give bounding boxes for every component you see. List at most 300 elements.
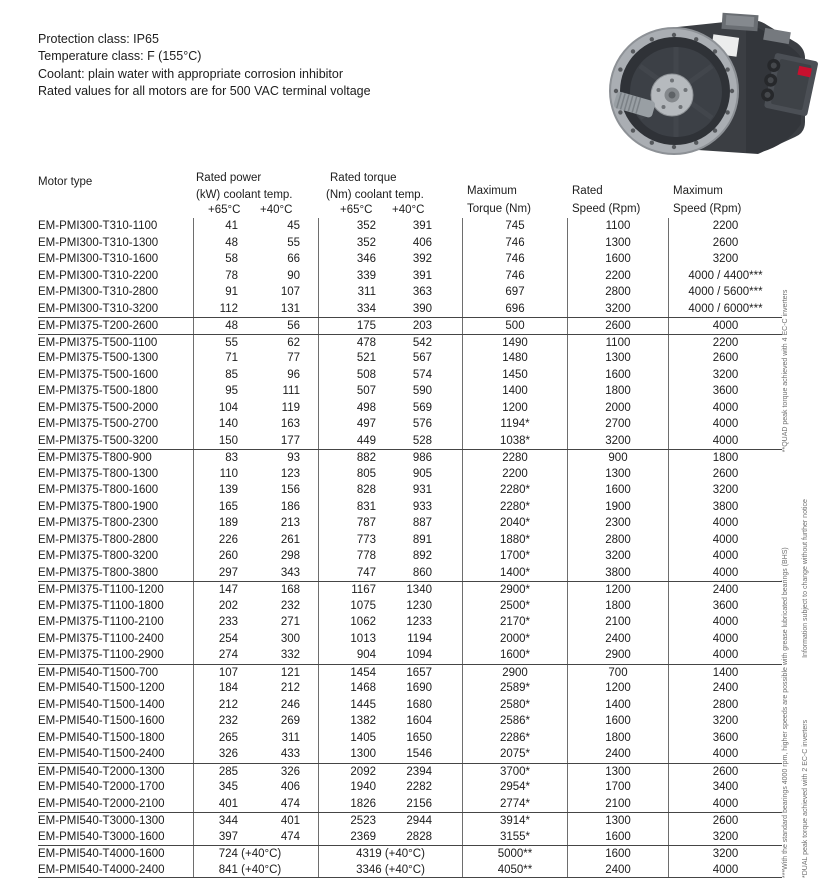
power-65-cell: 107 — [193, 665, 243, 681]
torque-40-cell: 2156 — [406, 797, 432, 810]
table-row — [38, 400, 782, 417]
rated-speed-cell: 2300 — [567, 515, 668, 532]
torque-40-cell: 574 — [412, 368, 432, 381]
motor-type-cell: EM-PMI375-T500-1300 — [38, 352, 159, 364]
torque-65-cell: 352 — [318, 218, 380, 235]
max-speed-cell: 4000 — [668, 416, 782, 433]
torque-40-cell: 391 — [412, 220, 432, 232]
power-65-cell: 397 — [193, 829, 243, 846]
table-row — [38, 796, 782, 813]
torque-65-cell: 1405 — [318, 730, 380, 747]
torque-65-cell: 1454 — [318, 665, 380, 681]
torque-40-cell: 1690 — [406, 682, 432, 694]
max-speed-cell: 4000 / 6000*** — [668, 301, 782, 318]
max-torque-cell: 1880* — [462, 532, 567, 549]
power-40-cell: 96 — [287, 368, 300, 381]
max-torque-cell: 2200 — [462, 466, 567, 483]
max-torque-cell: 2900 — [462, 665, 567, 681]
rated-speed-cell: 2600 — [567, 318, 668, 334]
table-row — [38, 845, 782, 862]
power-40-cell: 156 — [280, 484, 300, 496]
motor-type-cell: EM-PMI540-T2000-1300 — [38, 765, 165, 778]
torque-40-cell: 891 — [412, 533, 432, 546]
max-torque-cell: 2586* — [462, 713, 567, 730]
rated-speed-cell: 3200 — [567, 548, 668, 565]
max-torque-cell: 1490 — [462, 335, 567, 351]
rated-speed-cell: 2100 — [567, 796, 668, 813]
torque-40-cell: 1546 — [406, 748, 432, 760]
power-65-cell: 401 — [193, 796, 243, 813]
power-65-cell: 71 — [193, 350, 243, 367]
motor-type-cell: EM-PMI375-T1100-2400 — [38, 632, 164, 645]
torque-65-cell: 882 — [318, 450, 380, 466]
max-torque-cell: 2000* — [462, 631, 567, 648]
table-row — [38, 598, 782, 615]
power-65-cell: 165 — [193, 499, 243, 516]
rated-speed-cell: 3200 — [567, 301, 668, 318]
max-torque-cell: 1450 — [462, 367, 567, 384]
max-speed-cell: 1800 — [668, 450, 782, 466]
motor-type-cell: EM-PMI375-T800-2300 — [38, 517, 159, 529]
power-65-cell: 260 — [193, 548, 243, 565]
torque-40-cell: 1094 — [406, 649, 432, 661]
max-torque-cell: 746 — [462, 235, 567, 252]
torque-65-cell: 2523 — [318, 813, 380, 829]
torque-40-cell: 2944 — [406, 815, 432, 827]
max-speed-cell: 4000 — [668, 862, 782, 878]
motor-type-cell: EM-PMI300-T310-1300 — [38, 236, 159, 249]
torque-40-cell: 1680 — [406, 698, 432, 711]
power-40-cell: 62 — [287, 336, 300, 349]
motor-type-cell: EM-PMI300-T310-2200 — [38, 269, 159, 282]
power-40-cell: 45 — [287, 220, 300, 232]
rated-speed-cell: 2400 — [567, 746, 668, 763]
torque-40-cell: 2828 — [406, 830, 432, 843]
table-row — [38, 251, 782, 268]
torque-65-cell: 478 — [318, 335, 380, 351]
max-speed-cell: 3200 — [668, 482, 782, 499]
max-torque-cell: 2589* — [462, 680, 567, 697]
power-40-cell: 332 — [280, 649, 300, 661]
power-65-cell: 150 — [193, 433, 243, 450]
header-rated-torque: Rated torque — [330, 172, 397, 184]
power-40-cell: 119 — [281, 401, 300, 414]
header-max-torque-1: Maximum — [467, 185, 517, 197]
torque-65-cell: 773 — [318, 532, 380, 549]
max-speed-cell: 4000 / 5600*** — [668, 284, 782, 301]
max-torque-cell: 2954* — [462, 779, 567, 796]
max-speed-cell: 4000 — [668, 548, 782, 565]
max-speed-cell: 4000 — [668, 631, 782, 648]
power-40-cell: 123 — [280, 467, 300, 480]
rated-speed-cell: 1800 — [567, 730, 668, 747]
power-65-cell: 326 — [193, 746, 243, 763]
power-40-cell: 343 — [280, 566, 300, 579]
max-torque-cell: 1400 — [462, 383, 567, 400]
max-speed-cell: 4000 — [668, 746, 782, 763]
table-row — [38, 499, 782, 516]
table-row — [38, 515, 782, 532]
power-65-cell: 140 — [193, 416, 243, 433]
max-torque-cell: 1038* — [462, 433, 567, 450]
power-65-cell: 139 — [193, 482, 243, 499]
power-40-cell: 131 — [280, 302, 300, 315]
torque-40-cell: 933 — [412, 500, 432, 513]
header-torque-65: +65°C — [340, 204, 373, 216]
torque-65-cell: 1062 — [318, 614, 380, 631]
max-torque-cell: 2170* — [462, 614, 567, 631]
motor-type-cell: EM-PMI300-T310-3200 — [38, 302, 159, 315]
power-40-cell: 311 — [281, 731, 300, 744]
motor-type-cell: EM-PMI540-T3000-1300 — [38, 815, 165, 827]
rated-speed-cell: 1600 — [567, 713, 668, 730]
rated-speed-cell: 1600 — [567, 846, 668, 862]
max-torque-cell: 1400* — [462, 565, 567, 582]
table-row — [38, 218, 782, 235]
rated-speed-cell: 1300 — [567, 813, 668, 829]
max-torque-cell: 1600* — [462, 647, 567, 664]
footnote-dual — [802, 499, 809, 878]
power-65-cell: 85 — [193, 367, 243, 384]
power-40-cell: 212 — [280, 682, 300, 694]
power-65-cell: 297 — [193, 565, 243, 582]
table-row — [38, 449, 782, 466]
max-torque-cell: 697 — [462, 284, 567, 301]
torque-65-cell: 498 — [318, 400, 380, 417]
torque-65-cell: 2092 — [318, 764, 380, 780]
max-torque-cell: 1700* — [462, 548, 567, 565]
power-40-cell: 326 — [280, 765, 300, 778]
max-torque-cell: 2280* — [462, 482, 567, 499]
power-65-cell: 184 — [193, 680, 243, 697]
torque-40-cell: 392 — [412, 253, 432, 265]
torque-40-cell: 860 — [412, 566, 432, 579]
power-40-cell: 77 — [287, 352, 300, 364]
power-40-cell: 406 — [280, 781, 300, 793]
rated-speed-cell: 1600 — [567, 367, 668, 384]
max-torque-cell: 2900* — [462, 582, 567, 598]
footnote-bearings-text: ***With the standard bearings 4000 rpm, higher speeds are possible with grease lubricated bearings (BHS) — [782, 547, 789, 878]
motor-type-cell: EM-PMI375-T800-2800 — [38, 533, 159, 546]
table-row — [38, 284, 782, 301]
power-65-cell: 58 — [193, 251, 243, 268]
table-row — [38, 301, 782, 318]
torque-65-cell: 1826 — [318, 796, 380, 813]
max-speed-cell: 4000 — [668, 565, 782, 582]
max-speed-cell: 3600 — [668, 730, 782, 747]
rated-speed-cell: 1800 — [567, 598, 668, 615]
motor-type-cell: EM-PMI375-T800-1300 — [38, 467, 159, 480]
max-speed-cell: 2200 — [668, 335, 782, 351]
torque-40-cell: 203 — [412, 320, 432, 332]
power-65-cell: 83 — [193, 450, 243, 466]
torque-cell-merged: 4319 (+40°C) — [318, 846, 462, 862]
table-row — [38, 631, 782, 648]
footnote-change-text: Information subject to change without further notice — [802, 499, 809, 658]
table-row — [38, 746, 782, 763]
rated-speed-cell: 1300 — [567, 350, 668, 367]
power-40-cell: 269 — [280, 715, 300, 727]
torque-65-cell: 449 — [318, 433, 380, 450]
table-row — [38, 482, 782, 499]
torque-65-cell: 1013 — [318, 631, 380, 648]
rated-speed-cell: 1100 — [567, 218, 668, 235]
power-40-cell: 93 — [287, 452, 300, 464]
power-65-cell: 91 — [193, 284, 243, 301]
table-row — [38, 812, 782, 829]
max-torque-cell: 746 — [462, 268, 567, 285]
max-speed-cell: 3200 — [668, 713, 782, 730]
torque-65-cell: 521 — [318, 350, 380, 367]
power-40-cell: 90 — [287, 269, 300, 282]
power-40-cell: 121 — [280, 666, 300, 679]
max-speed-cell: 3200 — [668, 251, 782, 268]
max-torque-cell: 1200 — [462, 400, 567, 417]
torque-65-cell: 1167 — [318, 582, 380, 598]
power-65-cell: 48 — [193, 235, 243, 252]
torque-40-cell: 887 — [412, 517, 432, 529]
table-header — [38, 172, 782, 218]
header-max-speed-2: Speed (Rpm) — [673, 202, 742, 215]
motor-type-cell: EM-PMI375-T1100-2900 — [38, 649, 164, 661]
table-row — [38, 548, 782, 565]
power-65-cell: 265 — [193, 730, 243, 747]
max-speed-cell: 4000 — [668, 614, 782, 631]
table-row — [38, 647, 782, 664]
max-speed-cell: 4000 / 4400*** — [668, 268, 782, 285]
torque-40-cell: 390 — [412, 302, 432, 315]
max-torque-cell: 2286* — [462, 730, 567, 747]
max-speed-cell: 4000 — [668, 532, 782, 549]
torque-40-cell: 1340 — [406, 584, 432, 596]
power-65-cell: 78 — [193, 268, 243, 285]
max-torque-cell: 2280 — [462, 450, 567, 466]
max-speed-cell: 2400 — [668, 582, 782, 598]
header-power-40: +40°C — [260, 204, 293, 216]
header-rated-speed-1: Rated — [572, 185, 603, 197]
table-row — [38, 268, 782, 285]
table-row — [38, 532, 782, 549]
torque-65-cell: 508 — [318, 367, 380, 384]
motor-type-cell: EM-PMI375-T500-1800 — [38, 385, 159, 397]
power-40-cell: 111 — [282, 385, 300, 397]
table-row — [38, 334, 782, 351]
rated-speed-cell: 2800 — [567, 284, 668, 301]
header-max-torque-2: Torque (Nm) — [467, 202, 531, 215]
footnote-dual-text: *DUAL peak torque achieved with 2 EC-C inverters — [802, 719, 809, 878]
motor-type-cell: EM-PMI540-T2000-2100 — [38, 797, 165, 810]
power-cell-merged: 724 (+40°C) — [193, 846, 318, 862]
rated-speed-cell: 2700 — [567, 416, 668, 433]
max-torque-cell: 2774* — [462, 796, 567, 813]
motor-type-cell: EM-PMI540-T1500-1600 — [38, 715, 165, 727]
torque-40-cell: 892 — [412, 550, 432, 562]
rated-speed-cell: 700 — [567, 665, 668, 681]
torque-65-cell: 339 — [318, 268, 380, 285]
rated-speed-cell: 1100 — [567, 335, 668, 351]
table-row — [38, 581, 782, 598]
rated-speed-cell: 2000 — [567, 400, 668, 417]
torque-40-cell: 2394 — [406, 765, 432, 778]
torque-40-cell: 363 — [412, 286, 432, 298]
rated-speed-cell: 1300 — [567, 764, 668, 780]
motor-type-cell: EM-PMI540-T2000-1700 — [38, 781, 165, 793]
table-row — [38, 350, 782, 367]
table-body — [38, 218, 782, 878]
power-65-cell: 212 — [193, 697, 243, 714]
torque-65-cell: 778 — [318, 548, 380, 565]
max-torque-cell: 2280* — [462, 499, 567, 516]
coolant-line: Coolant: plain water with appropriate corrosion inhibitor — [38, 66, 344, 81]
max-speed-cell: 3600 — [668, 598, 782, 615]
max-speed-cell: 2600 — [668, 813, 782, 829]
power-40-cell: 55 — [287, 236, 300, 249]
rated-speed-cell: 1200 — [567, 680, 668, 697]
rated-speed-cell: 1400 — [567, 697, 668, 714]
power-40-cell: 401 — [280, 815, 300, 827]
torque-40-cell: 542 — [412, 336, 432, 349]
table-row — [38, 614, 782, 631]
max-torque-cell: 1480 — [462, 350, 567, 367]
rated-speed-cell: 1600 — [567, 829, 668, 846]
power-65-cell: 147 — [193, 582, 243, 598]
torque-65-cell: 334 — [318, 301, 380, 318]
motor-type-cell: EM-PMI300-T310-1100 — [38, 220, 158, 232]
max-speed-cell: 2600 — [668, 764, 782, 780]
table-row — [38, 235, 782, 252]
spec-table — [38, 172, 782, 878]
header-rated-speed-2: Speed (Rpm) — [572, 202, 641, 215]
max-speed-cell: 1400 — [668, 665, 782, 681]
rated-speed-cell: 1300 — [567, 466, 668, 483]
power-65-cell: 226 — [193, 532, 243, 549]
footnote-quad-text: **QUAD peak torque achieved with 4 EC-C inverters — [782, 289, 789, 453]
motor-type-cell: EM-PMI540-T1500-700 — [38, 666, 159, 679]
motor-type-cell: EM-PMI375-T800-1900 — [38, 500, 159, 513]
table-row — [38, 862, 782, 879]
max-torque-cell: 3700* — [462, 764, 567, 780]
power-40-cell: 232 — [280, 599, 300, 612]
rated-speed-cell: 1700 — [567, 779, 668, 796]
rated-speed-cell: 2200 — [567, 268, 668, 285]
rated-speed-cell: 1600 — [567, 482, 668, 499]
power-65-cell: 345 — [193, 779, 243, 796]
motor-type-cell: EM-PMI375-T1100-1800 — [38, 599, 164, 612]
torque-65-cell: 1940 — [318, 779, 380, 796]
torque-40-cell: 905 — [412, 467, 432, 480]
power-65-cell: 110 — [193, 466, 243, 483]
power-40-cell: 433 — [280, 748, 300, 760]
motor-type-cell: EM-PMI375-T500-2700 — [38, 418, 159, 430]
max-speed-cell: 2400 — [668, 680, 782, 697]
motor-type-cell: EM-PMI375-T500-1100 — [38, 336, 158, 349]
table-row — [38, 317, 782, 334]
motor-type-cell: EM-PMI540-T1500-2400 — [38, 748, 165, 760]
torque-40-cell: 986 — [412, 452, 432, 464]
header-rated-torque-sub: (Nm) coolant temp. — [326, 188, 424, 201]
rated-speed-cell: 1600 — [567, 251, 668, 268]
power-65-cell: 285 — [193, 764, 243, 780]
power-40-cell: 300 — [280, 632, 300, 645]
torque-65-cell: 1445 — [318, 697, 380, 714]
torque-65-cell: 831 — [318, 499, 380, 516]
torque-40-cell: 567 — [412, 352, 432, 364]
torque-40-cell: 576 — [412, 418, 432, 430]
max-torque-cell: 2580* — [462, 697, 567, 714]
power-40-cell: 168 — [280, 584, 300, 596]
power-65-cell: 112 — [193, 301, 243, 318]
rated-speed-cell: 2400 — [567, 862, 668, 878]
torque-40-cell: 406 — [412, 236, 432, 249]
motor-type-cell: EM-PMI540-T4000-2400 — [38, 863, 165, 876]
rated-speed-cell: 2800 — [567, 532, 668, 549]
power-40-cell: 246 — [280, 698, 300, 711]
rated-speed-cell: 1900 — [567, 499, 668, 516]
max-speed-cell: 3400 — [668, 779, 782, 796]
power-40-cell: 56 — [287, 320, 300, 332]
power-40-cell: 186 — [280, 500, 300, 513]
max-torque-cell: 696 — [462, 301, 567, 318]
rated-speed-cell: 2400 — [567, 631, 668, 648]
torque-65-cell: 175 — [318, 318, 380, 334]
power-65-cell: 344 — [193, 813, 243, 829]
max-speed-cell: 3200 — [668, 846, 782, 862]
power-65-cell: 274 — [193, 647, 243, 664]
motor-type-cell: EM-PMI375-T500-3200 — [38, 434, 159, 447]
max-torque-cell: 745 — [462, 218, 567, 235]
motor-type-cell: EM-PMI375-T1100-2100 — [38, 616, 164, 628]
motor-type-cell: EM-PMI375-T800-3800 — [38, 566, 159, 579]
max-speed-cell: 4000 — [668, 647, 782, 664]
power-65-cell: 104 — [193, 400, 243, 417]
power-65-cell: 232 — [193, 713, 243, 730]
torque-40-cell: 931 — [412, 484, 432, 496]
motor-type-cell: EM-PMI540-T1500-1800 — [38, 731, 165, 744]
max-speed-cell: 3200 — [668, 367, 782, 384]
header-power-65: +65°C — [208, 204, 241, 216]
table-row — [38, 697, 782, 714]
power-65-cell: 233 — [193, 614, 243, 631]
torque-65-cell: 904 — [318, 647, 380, 664]
header-torque-40: +40°C — [392, 204, 425, 216]
table-row — [38, 730, 782, 747]
motor-type-cell: EM-PMI375-T800-3200 — [38, 550, 159, 562]
power-40-cell: 298 — [280, 550, 300, 562]
torque-40-cell: 1230 — [406, 599, 432, 612]
torque-40-cell: 1194 — [407, 632, 432, 645]
max-torque-cell: 2040* — [462, 515, 567, 532]
motor-type-cell: EM-PMI300-T310-2800 — [38, 286, 159, 298]
header-max-speed-1: Maximum — [673, 185, 723, 197]
torque-cell-merged: 3346 (+40°C) — [318, 862, 462, 878]
power-40-cell: 66 — [287, 253, 300, 265]
rated-speed-cell: 3200 — [567, 433, 668, 450]
max-torque-cell: 746 — [462, 251, 567, 268]
motor-type-cell: EM-PMI540-T4000-1600 — [38, 848, 165, 860]
protection-class-line: Protection class: IP65 — [38, 32, 159, 46]
header-rated-power: Rated power — [196, 172, 262, 184]
max-speed-cell: 4000 — [668, 796, 782, 813]
torque-65-cell: 805 — [318, 466, 380, 483]
torque-65-cell: 311 — [318, 284, 380, 301]
table-row — [38, 416, 782, 433]
table-row — [38, 763, 782, 780]
motor-type-cell: EM-PMI375-T800-900 — [38, 452, 152, 464]
power-65-cell: 202 — [193, 598, 243, 615]
max-torque-cell: 500 — [462, 318, 567, 334]
max-torque-cell: 2500* — [462, 598, 567, 615]
torque-65-cell: 787 — [318, 515, 380, 532]
